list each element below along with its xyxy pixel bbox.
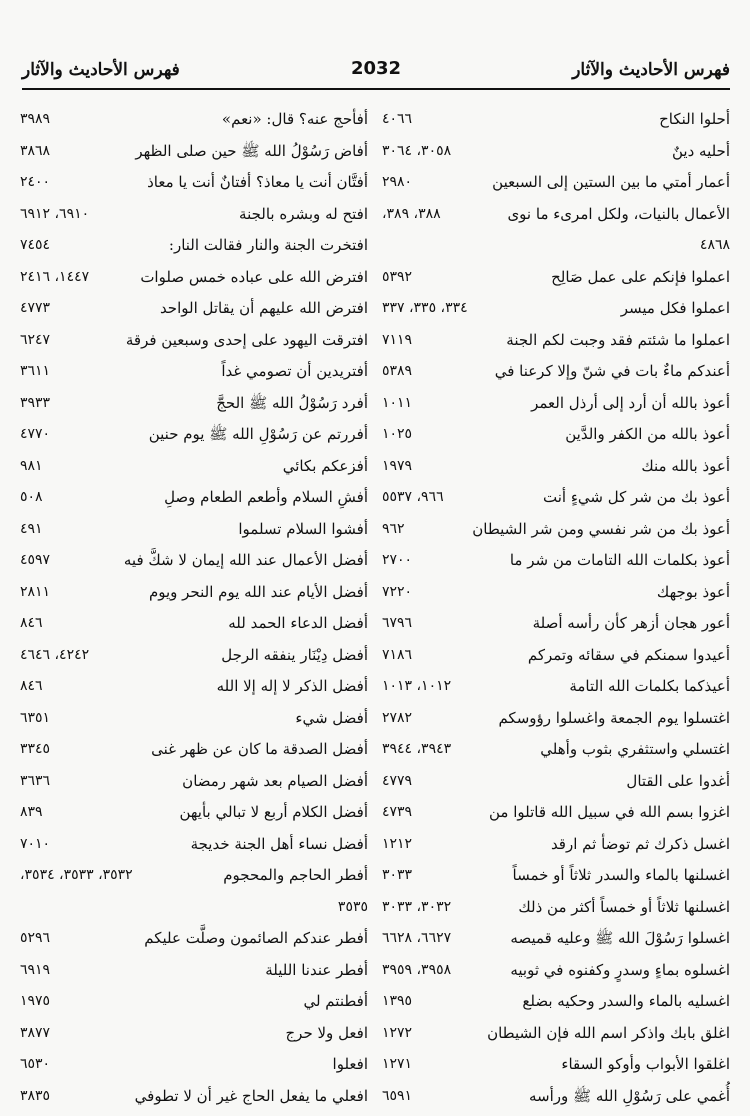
entry-refs: ١٠١٢، ١٠١٣	[382, 678, 452, 694]
index-entry	[382, 734, 730, 766]
entry-refs: ٣٨٨، ٣٨٩،	[382, 205, 441, 222]
entry-refs: ٣٦١١	[20, 363, 51, 379]
entry-refs: ٧٤٥٤	[20, 237, 51, 253]
entry-text: أعمار أمتي ما بين الستين إلى السبعين	[492, 173, 730, 191]
entry-refs: ١٤٤٧، ٢٤١٦	[20, 268, 90, 285]
entry-refs: ٦٩١٩	[20, 961, 51, 978]
entry-text: أفررتم عن رَسُوْلِ الله ﷺ يوم حنين	[148, 425, 368, 443]
index-entry	[382, 1049, 730, 1081]
entry-refs: ٨٤٦	[20, 678, 43, 694]
entry-text: أفشوا السلام تسلموا	[238, 519, 368, 538]
entry-refs: ٢٤٠٠	[20, 174, 51, 190]
index-entry	[20, 766, 368, 798]
index-entry	[382, 419, 730, 451]
entry-text: افترض الله على عباده خمس صلوات	[140, 267, 368, 286]
entry-refs: ٤٩١	[20, 520, 43, 537]
entry-refs: ٣٦٣٦	[20, 772, 51, 789]
entry-refs: ٢٩٨٠	[382, 174, 413, 190]
index-entry	[382, 545, 730, 577]
entry-text: أفضل الذكر لا إله إلا الله	[216, 677, 368, 695]
entry-text: اغتسلي واستثفري بثوب وأهلي	[540, 740, 730, 758]
entry-refs: ٥٣٨٩	[382, 363, 413, 379]
index-entry	[382, 671, 730, 703]
entry-text: اغزوا بسم الله في سبيل الله قاتلوا من	[488, 803, 730, 821]
entry-refs: ٢٨١١	[20, 583, 51, 600]
index-entry	[20, 167, 368, 199]
entry-refs: ٤٧٧٩	[382, 772, 413, 789]
index-entry	[382, 388, 730, 420]
entry-refs: ٩٦٦، ٥٥٣٧	[382, 489, 444, 505]
index-entry	[382, 293, 730, 325]
entry-text: أفضل الدعاء الحمد لله	[228, 614, 368, 632]
entry-refs: ٣٩٨٩	[20, 111, 51, 127]
entry-refs: ٥٢٩٦	[20, 930, 51, 946]
entry-text: أعوذ بك من شر نفسي ومن شر الشيطان	[472, 519, 730, 538]
entry-text: أفضل الصدقة ما كان عن ظهر غنى	[151, 740, 368, 758]
entry-text: أعوذ بالله أن أرد إلى أرذل العمر	[531, 393, 730, 412]
entry-refs: ٤٧٣٩	[382, 804, 413, 820]
index-entry	[20, 545, 368, 577]
index-entry	[20, 1081, 368, 1113]
entry-text: اغسلنها ثلاثاً أو خمساً أكثر من ذلك	[518, 897, 730, 916]
index-column-right	[382, 104, 730, 1112]
index-entry	[382, 703, 730, 735]
entry-refs: ٧٢٢٠	[382, 583, 413, 600]
entry-refs: ٣٠٥٨، ٣٠٦٤	[382, 142, 452, 159]
entry-text: أفاض رَسُوْلُ الله ﷺ حين صلى الظهر	[135, 141, 368, 160]
index-entry	[20, 356, 368, 388]
index-column-left	[20, 104, 368, 1112]
entry-text: أعيذكما بكلمات الله التامة	[569, 677, 730, 695]
running-title-right: فهرس الأحاديث والآثار	[572, 60, 730, 80]
entry-refs: ١٩٧٥	[20, 993, 51, 1009]
entry-refs: ٧٠١٠	[20, 835, 51, 852]
index-entry	[382, 892, 730, 924]
index-entry	[20, 136, 368, 168]
entry-refs: ٨٣٩	[20, 804, 43, 820]
entry-text: أفضل الصيام بعد شهر رمضان	[182, 771, 368, 790]
entry-refs: ٢٧٨٢	[382, 709, 413, 726]
index-entry	[382, 199, 730, 262]
index-entry	[382, 356, 730, 388]
index-entry	[382, 262, 730, 294]
entry-text: افتخرت الجنة والنار فقالت النار:	[168, 236, 368, 254]
index-entry	[382, 986, 730, 1018]
entry-text: أفزعكم بكائي	[282, 456, 368, 475]
index-entry	[20, 230, 368, 262]
entry-text: أعوذ بالله منك	[641, 456, 730, 475]
entry-refs: ١٣٩٥	[382, 993, 413, 1009]
entry-text: أفطر عندكم الصائمون وصلَّت عليكم	[144, 929, 368, 947]
index-entry	[20, 955, 368, 987]
entry-text: افعلي ما يفعل الحاج غير أن لا تطوفي	[134, 1086, 368, 1105]
entry-text: أفطر الحاجم والمحجوم	[223, 866, 368, 884]
index-entry	[20, 986, 368, 1018]
index-entry	[20, 1049, 368, 1081]
entry-refs: ١٢٧١	[382, 1056, 413, 1072]
entry-refs: ٥٠٨	[20, 489, 43, 505]
entry-refs: ٣٩٤٣، ٣٩٤٤	[382, 741, 452, 757]
index-entry	[382, 482, 730, 514]
entry-refs: ٦٦٢٧، ٦٦٢٨	[382, 930, 452, 946]
entry-text: الأعمال بالنيات، ولكل امرىء ما نوى	[507, 204, 730, 223]
index-entry	[20, 734, 368, 766]
entry-refs: ١٠٢٥	[382, 426, 413, 442]
entry-refs: ٧١١٩	[382, 331, 413, 348]
index-entry	[382, 955, 730, 987]
page-number: 2032	[350, 58, 402, 79]
entry-text: اغسلوا رَسُوْلَ الله ﷺ وعليه قميصه	[510, 929, 730, 947]
entry-refs: ٦٩١٠، ٦٩١٢	[20, 205, 90, 222]
entry-text: أفطر عندنا الليلة	[265, 960, 368, 979]
entry-text: أعيدوا سمنكم في سقائه وتمركم	[527, 645, 730, 664]
entry-refs: ٣٠٣٣	[382, 867, 413, 883]
entry-refs: ٦٥٩١	[382, 1087, 413, 1104]
entry-text: اغسلوه بماءٍ وسدرٍ وكفنوه في ثوبيه	[510, 960, 730, 979]
index-entry	[382, 608, 730, 640]
entry-text: افعلوا	[332, 1055, 368, 1073]
entry-refs: ١٩٧٩	[382, 457, 413, 474]
index-entry	[20, 1018, 368, 1050]
entry-text: أفأحج عنه؟ قال: «نعم»	[221, 110, 368, 128]
entry-text: افترقت اليهود على إحدى وسبعين فرقة	[125, 330, 368, 349]
index-entry	[20, 388, 368, 420]
entry-text: اغلق بابك واذكر اسم الله فإن الشيطان	[487, 1023, 730, 1042]
index-entry	[20, 293, 368, 325]
entry-text: أفضل الكلام أربع لا تبالي بأيهن	[179, 803, 368, 821]
entry-refs: ١٢١٢	[382, 835, 413, 852]
entry-refs-continued: ٤٨٦٨	[699, 237, 730, 253]
entry-text: أعور هجان أزهر كأن رأسه أصلة	[532, 614, 730, 632]
entry-refs: ٩٨١	[20, 457, 43, 474]
index-entry	[20, 451, 368, 483]
entry-refs: ٣٩٥٨، ٣٩٥٩	[382, 961, 452, 978]
index-entry	[20, 199, 368, 231]
entry-text: أفضل نساء أهل الجنة خديجة	[190, 834, 368, 853]
entry-text: اغتسلوا يوم الجمعة واغسلوا رؤوسكم	[498, 708, 730, 727]
entry-text: اغسلنها بالماء والسدر ثلاثاً أو خمساً	[512, 866, 730, 884]
index-entry	[20, 577, 368, 609]
entry-refs: ٦٧٩٦	[382, 615, 413, 631]
entry-refs: ٣٣٤، ٣٣٥، ٣٣٧	[382, 300, 468, 316]
index-entry	[20, 325, 368, 357]
index-entry	[382, 577, 730, 609]
index-entry	[382, 766, 730, 798]
entry-text: افترض الله عليهم أن يقاتل الواحد	[159, 299, 368, 317]
entry-text: أفضل الأيام عند الله يوم النحر ويوم	[148, 582, 368, 601]
index-entry	[20, 419, 368, 451]
entry-refs: ٥٣٩٢	[382, 268, 413, 285]
index-entry	[382, 860, 730, 892]
entry-refs: ٨٤٦	[20, 615, 43, 631]
index-entry	[382, 829, 730, 861]
index-entry	[382, 640, 730, 672]
entry-refs: ٣٨٧٧	[20, 1024, 51, 1041]
entry-text: افعل ولا حرج	[285, 1023, 368, 1042]
entry-text: أُغمي على رَسُوْلِ الله ﷺ ورأسه	[528, 1086, 730, 1105]
entry-refs: ١٠١١	[382, 394, 413, 411]
entry-refs: ٣٠٣٢، ٣٠٣٣	[382, 898, 452, 915]
entry-refs: ١٢٧٢	[382, 1024, 413, 1041]
entry-text: اعملوا فإنكم على عمل صَالِح	[551, 267, 730, 286]
entry-text: اعملوا ما شئتم فقد وجبت لكم الجنة	[506, 330, 730, 349]
entry-text: اعملوا فكل ميسر	[620, 299, 730, 317]
entry-refs: ٩٦٢	[382, 520, 405, 537]
index-entry	[382, 514, 730, 546]
index-entry	[382, 1018, 730, 1050]
index-entry	[382, 136, 730, 168]
entry-text: أعوذ بالله من الكفر والدَّين	[565, 425, 730, 443]
index-entry	[20, 640, 368, 672]
page-header	[22, 56, 730, 90]
entry-text: اغلقوا الأبواب وأوكو السقاء	[561, 1055, 730, 1073]
index-entry	[20, 262, 368, 294]
entry-text: أعوذ بوجهك	[656, 582, 730, 601]
entry-refs: ٣٩٣٣	[20, 394, 51, 411]
index-entry	[382, 325, 730, 357]
entry-refs: ٦٣٥١	[20, 709, 51, 726]
index-entry	[20, 671, 368, 703]
entry-text: أعندكم ماءٌ بات في شنّ وإلا كرعنا في	[494, 362, 730, 380]
index-entry	[382, 451, 730, 483]
index-entry	[20, 923, 368, 955]
index-entry	[382, 167, 730, 199]
index-entry	[20, 829, 368, 861]
entry-refs: ٢٧٠٠	[382, 552, 413, 568]
entry-text: أفرد رَسُوْلُ الله ﷺ الحجَّ	[216, 393, 368, 412]
entry-refs: ٣٨٦٨	[20, 142, 51, 159]
entry-text: أفضل دِيْنَار ينفقه الرجل	[221, 645, 368, 664]
entry-text: أحلوا النكاح	[659, 110, 730, 128]
index-entry	[382, 1081, 730, 1113]
entry-text: اغسليه بالماء والسدر وحكيه بضلع	[522, 992, 730, 1010]
entry-refs: ٤٥٩٧	[20, 552, 51, 568]
index-entry	[20, 514, 368, 546]
entry-text: أفتريدين أن تصومي غداً	[221, 362, 368, 380]
index-entry	[382, 797, 730, 829]
entry-text: أفضل الأعمال عند الله إيمان لا شكَّ فيه	[123, 551, 368, 569]
running-title-left: فهرس الأحاديث والآثار	[22, 60, 180, 80]
entry-refs: ٣٣٤٥	[20, 741, 51, 757]
index-entry	[382, 104, 730, 136]
entry-text: أعوذ بك من شر كل شيءٍ أنت	[543, 488, 730, 506]
index-entry	[20, 797, 368, 829]
entry-refs: ٤٢٤٢، ٤٦٤٦	[20, 646, 90, 663]
entry-refs: ٤٧٧٠	[20, 426, 51, 442]
entry-refs: ٤٧٧٣	[20, 300, 51, 316]
index-entry	[20, 703, 368, 735]
entry-refs: ٧١٨٦	[382, 646, 413, 663]
header-divider	[22, 88, 730, 90]
entry-refs: ٤٠٦٦	[382, 111, 413, 127]
entry-text: اغسل ذكرك ثم توضأ ثم ارقد	[550, 834, 730, 853]
index-entry	[20, 104, 368, 136]
entry-text: افتح له وبشره بالجنة	[239, 204, 368, 223]
entry-refs: ٣٨٣٥	[20, 1087, 51, 1104]
entry-text: أغدوا على القتال	[626, 771, 730, 790]
entry-text: أفطنتم لي	[303, 992, 368, 1010]
index-entry	[20, 860, 368, 923]
index-entry	[382, 923, 730, 955]
index-entry	[20, 482, 368, 514]
entry-refs: ٣٥٣٢، ٣٥٣٣، ٣٥٣٤،	[20, 867, 133, 883]
entry-refs: ٦٥٣٠	[20, 1056, 51, 1072]
entry-refs-continued: ٣٥٣٥	[337, 898, 368, 915]
entry-text: أفضل شيء	[295, 708, 368, 727]
entry-text: أحليه دينٌ	[671, 141, 730, 160]
index-entry	[20, 608, 368, 640]
entry-text: أفشِ السلام وأطعم الطعام وصلِ	[164, 488, 368, 506]
entry-refs: ٦٢٤٧	[20, 331, 51, 348]
entry-text: أفتَّان أنت يا معاذ؟ أفتانٌ أنت يا معاذ	[147, 173, 368, 191]
entry-text: أعوذ بكلمات الله التامات من شر ما	[509, 551, 730, 569]
